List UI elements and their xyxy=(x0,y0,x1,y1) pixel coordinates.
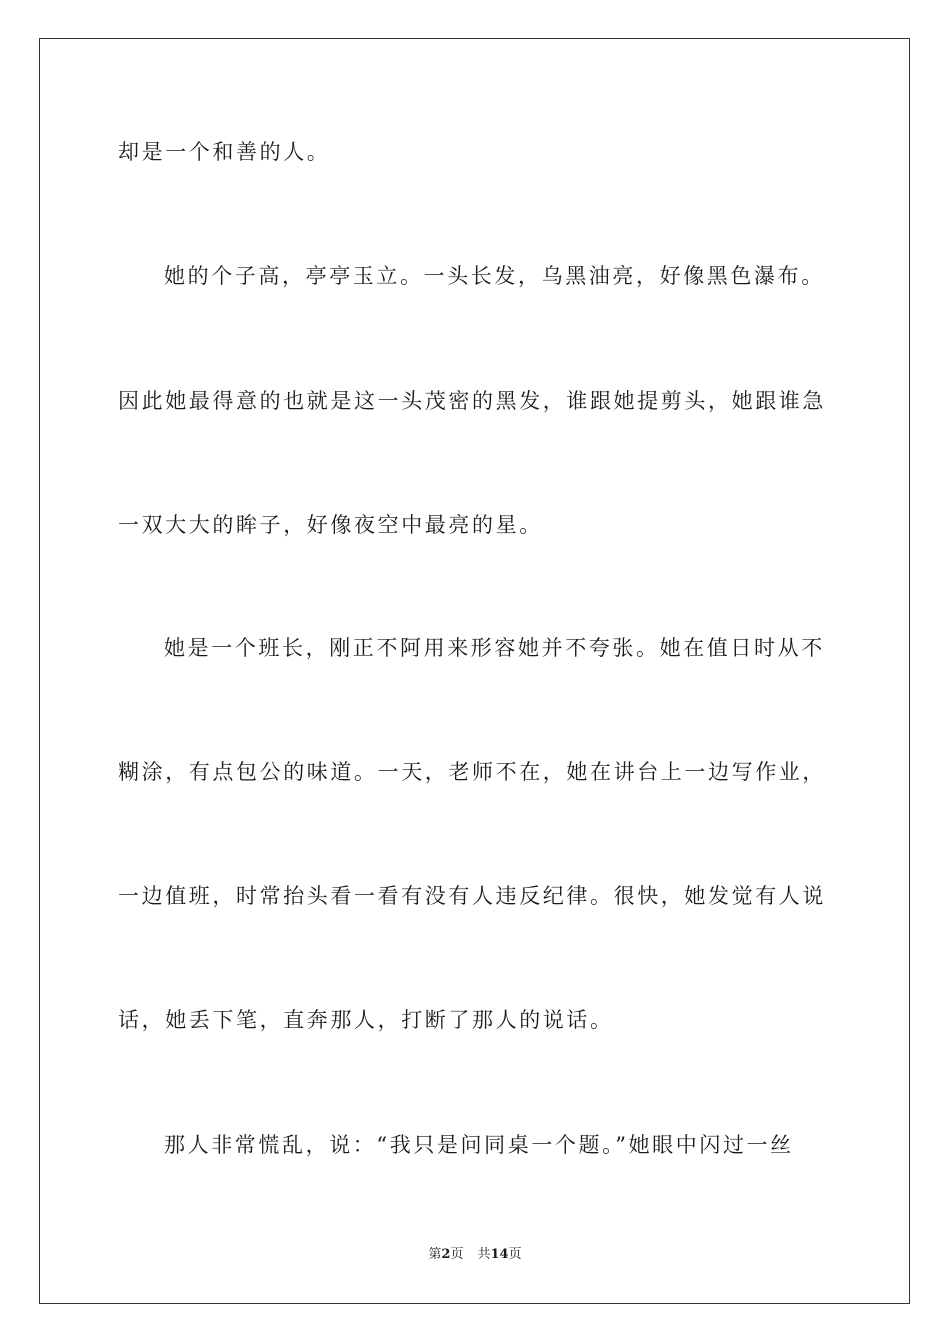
paragraph-line: 糊涂，有点包公的味道。一天，老师不在，她在讲台上一边写作业， xyxy=(118,760,826,784)
total-pages: 14 xyxy=(490,1247,509,1262)
paragraph-line: 一双大大的眸子，好像夜空中最亮的星。 xyxy=(118,513,543,537)
paragraph-line: 一边值班，时常抬头看一看有没有人违反纪律。很快，她发觉有人说 xyxy=(118,884,826,908)
total-prefix: 共 xyxy=(477,1247,491,1262)
page-border xyxy=(39,38,910,1304)
paragraph-line: 因此她最得意的也就是这一头茂密的黑发，谁跟她提剪头，她跟谁急 xyxy=(118,389,826,413)
total-suffix: 页 xyxy=(508,1247,522,1262)
paragraph-line: 却是一个和善的人。 xyxy=(118,140,331,164)
paragraph-line: 话，她丢下笔，直奔那人，打断了那人的说话。 xyxy=(118,1008,614,1032)
page-footer xyxy=(0,1247,950,1263)
page-prefix: 第 xyxy=(428,1247,442,1262)
page-number: 2 xyxy=(441,1247,451,1262)
paragraph-line: 她的个子高，亭亭玉立。一头长发，乌黑油亮，好像黑色瀑布。 xyxy=(164,264,825,288)
page-suffix: 页 xyxy=(450,1247,464,1262)
paragraph-line: 她是一个班长，刚正不阿用来形容她并不夸张。她在值日时从不 xyxy=(164,636,825,660)
paragraph-line: 那人非常慌乱，说：“我只是问同桌一个题。”她眼中闪过一丝 xyxy=(164,1133,794,1157)
